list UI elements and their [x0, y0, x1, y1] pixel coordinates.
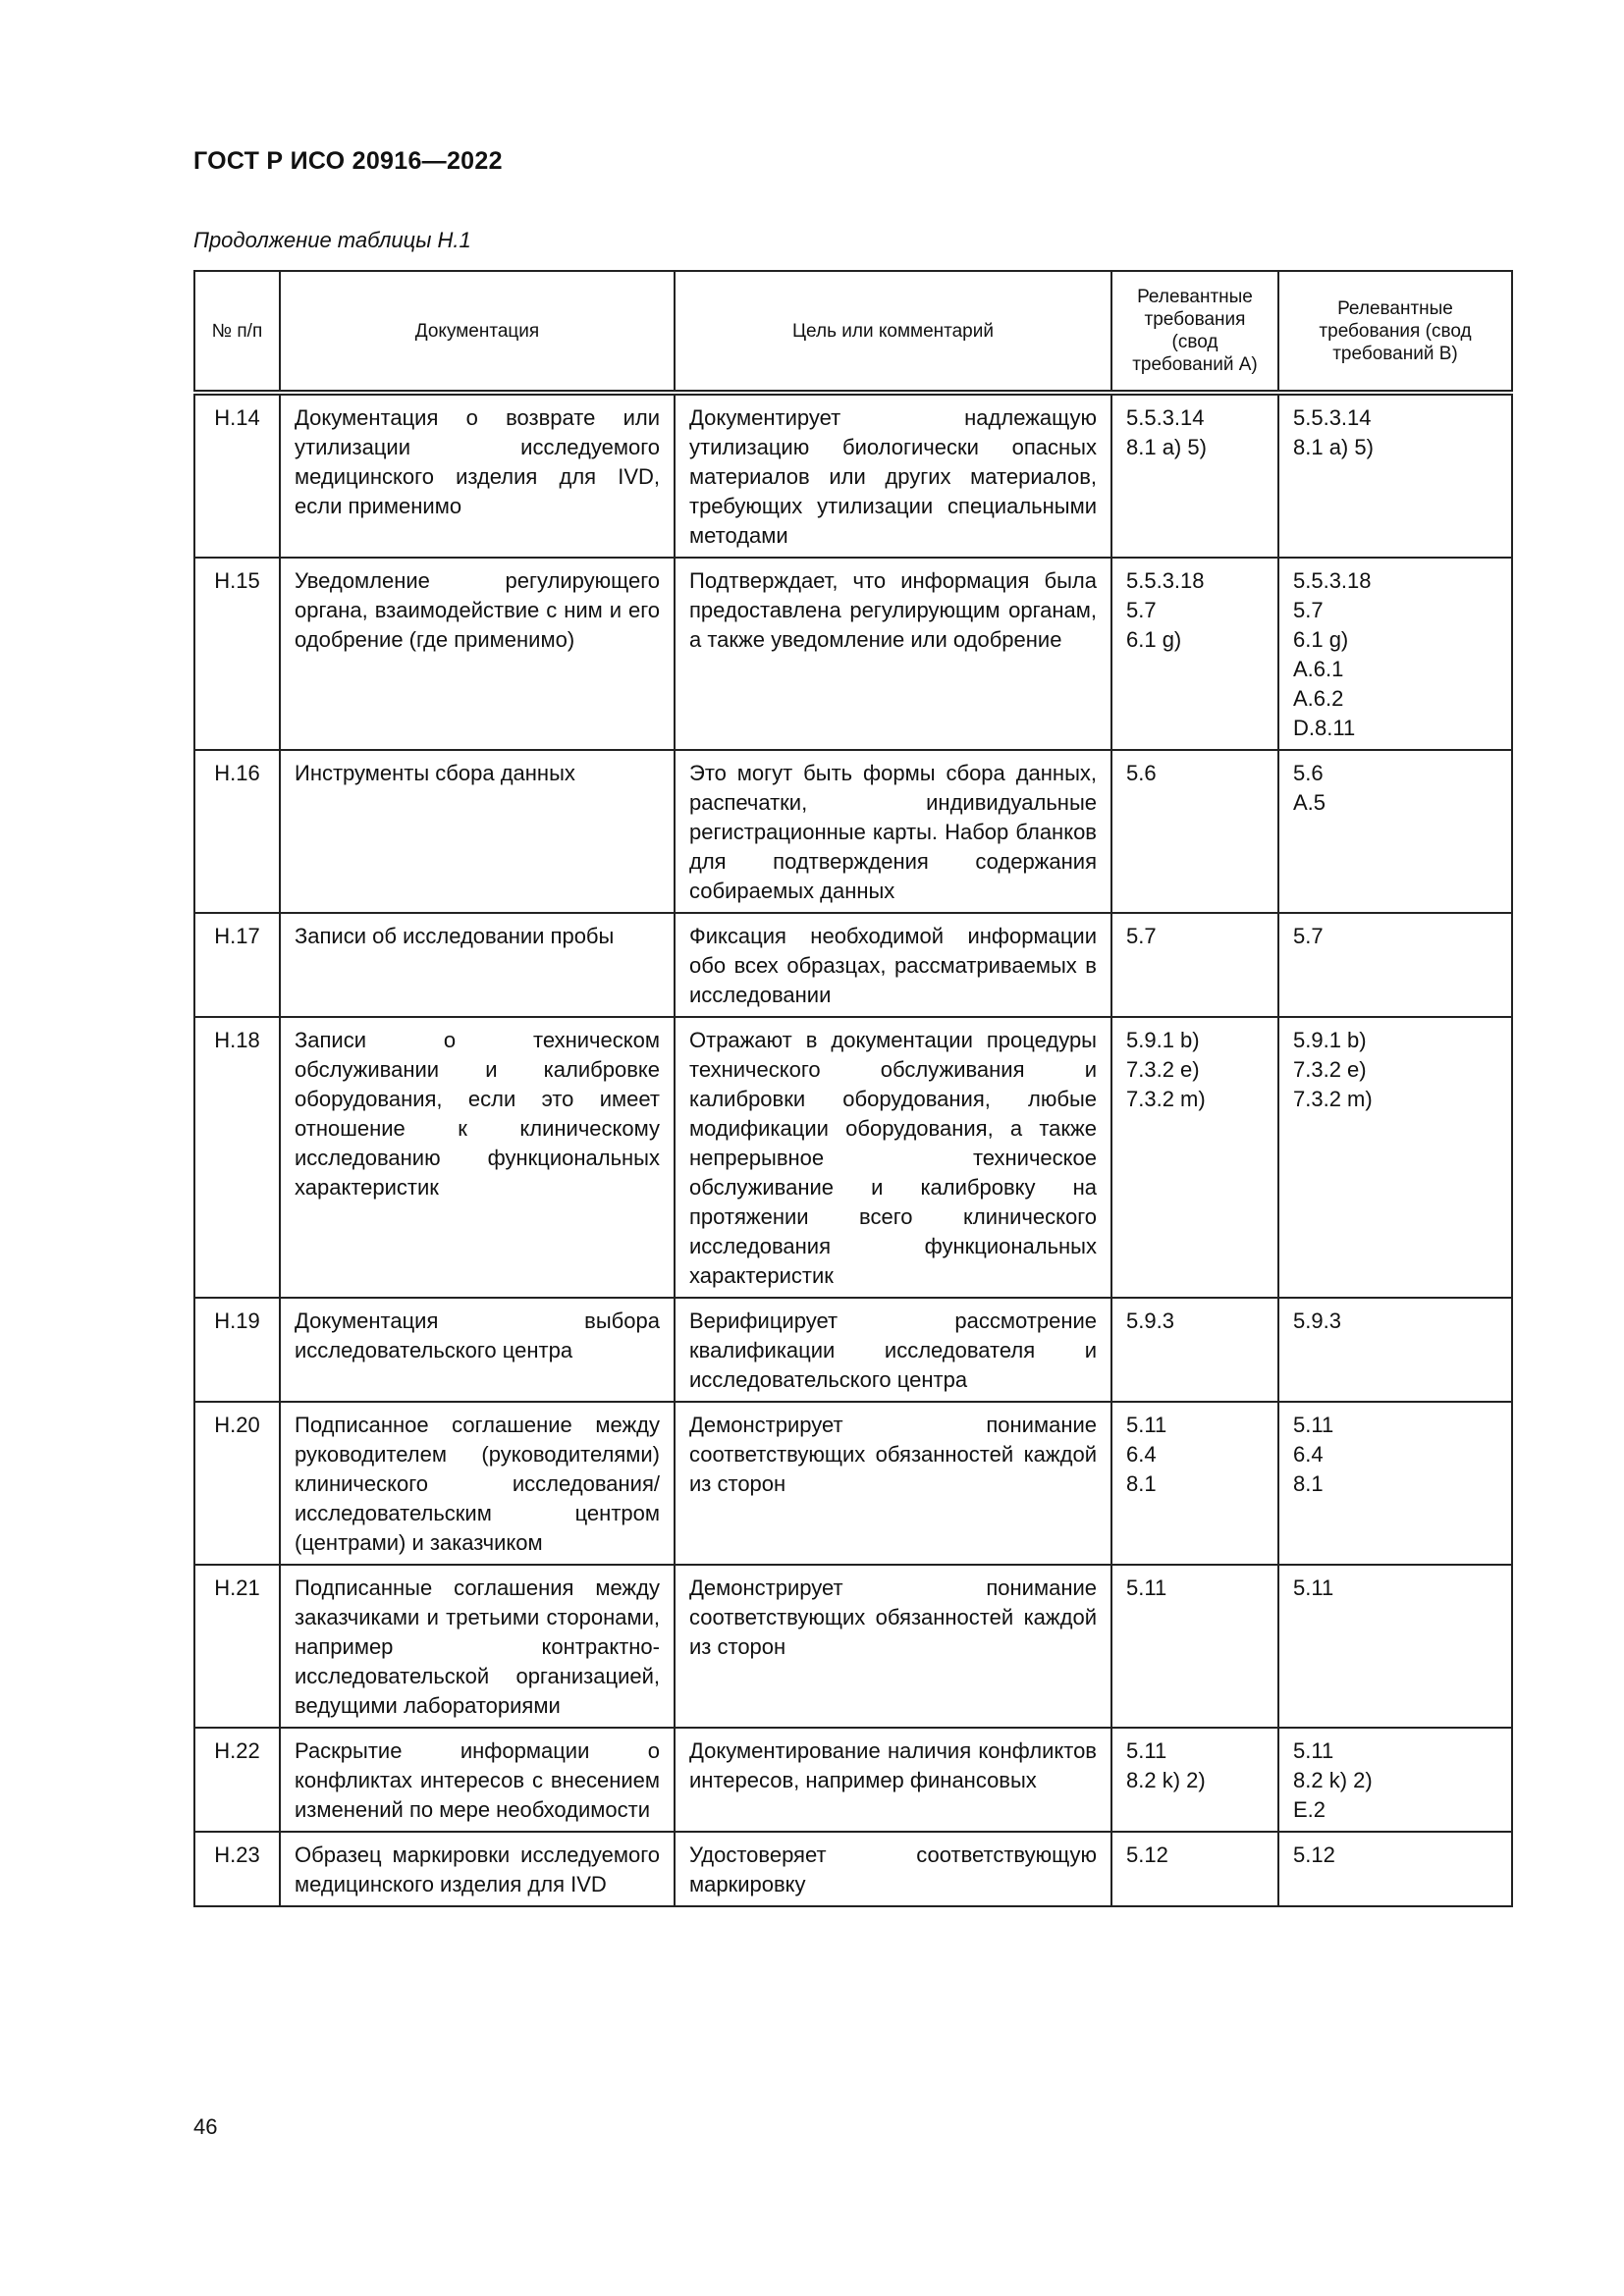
requirement-ref: 5.12	[1126, 1842, 1168, 1867]
requirement-ref: 6.1 g)	[1126, 627, 1182, 652]
requirement-ref: 5.11	[1126, 1738, 1167, 1763]
requirement-ref: 5.5.3.14	[1126, 405, 1205, 430]
requirement-ref: 5.6	[1126, 761, 1157, 785]
row-requirements-b	[1278, 913, 1512, 1017]
row-requirements-b	[1278, 750, 1512, 913]
row-purpose: Фиксация необходимой информации обо всех образцах, рассматриваемых в исследовании	[675, 913, 1111, 1017]
table-row	[194, 558, 1512, 750]
requirement-ref: 7.3.2 m)	[1293, 1087, 1373, 1111]
requirement-ref: 8.1	[1126, 1471, 1157, 1496]
row-documentation: Раскрытие информации о конфликтах интересов с внесением изменений по мере необходимости	[280, 1728, 675, 1832]
requirement-ref: 5.7	[1126, 598, 1157, 622]
row-requirements-b	[1278, 558, 1512, 750]
row-requirements-a	[1111, 1565, 1278, 1728]
row-purpose: Удостоверяет соответствующую маркировку	[675, 1832, 1111, 1906]
requirement-ref: 5.11	[1293, 1413, 1334, 1437]
requirement-ref: 5.12	[1293, 1842, 1335, 1867]
requirement-ref: 8.1 a) 5)	[1293, 435, 1374, 459]
requirement-ref: 5.6	[1293, 761, 1324, 785]
requirement-ref: A.6.1	[1293, 657, 1344, 681]
requirement-ref: 7.3.2 e)	[1126, 1057, 1200, 1082]
requirement-ref: 5.9.3	[1293, 1308, 1341, 1333]
row-purpose: Демонстрирует понимание соответствующих обязанностей каждой из сторон	[675, 1565, 1111, 1728]
row-number: Н.14	[194, 393, 280, 558]
table-row	[194, 1565, 1512, 1728]
row-number: Н.16	[194, 750, 280, 913]
requirement-ref: 7.3.2 m)	[1126, 1087, 1206, 1111]
row-purpose: Отражают в документации процедуры технического обслуживания и калибровки оборудования, любые модификации оборудования, а также непрерывное техническое обслуживание и калибровку на протяжении всего клинического исследования функциональных характеристик	[675, 1017, 1111, 1298]
table-caption: Продолжение таблицы Н.1	[193, 228, 471, 252]
row-number: Н.15	[194, 558, 280, 750]
row-documentation: Записи об исследовании пробы	[280, 913, 675, 1017]
requirement-ref: 6.4	[1126, 1442, 1157, 1467]
row-purpose: Демонстрирует понимание соответствующих обязанностей каждой из сторон	[675, 1402, 1111, 1565]
row-number: Н.20	[194, 1402, 280, 1565]
requirement-ref: 5.5.3.18	[1293, 568, 1372, 593]
row-purpose: Это могут быть формы сбора данных, распечатки, индивидуальные регистрационные карты. Набор бланков для подтверждения содержания собираемых данных	[675, 750, 1111, 913]
row-requirements-a	[1111, 1402, 1278, 1565]
row-purpose: Документирование наличия конфликтов интересов, например финансовых	[675, 1728, 1111, 1832]
page-number: 46	[193, 2114, 218, 2139]
requirement-ref: 7.3.2 e)	[1293, 1057, 1367, 1082]
row-documentation: Подписанные соглашения между заказчиками и третьими сторонами, например контрактно-исследовательской организацией, ведущими лабораториями	[280, 1565, 675, 1728]
requirement-ref: 8.2 k) 2)	[1293, 1768, 1373, 1792]
row-requirements-b	[1278, 1728, 1512, 1832]
row-purpose: Документирует надлежащую утилизацию биологически опасных материалов или других материалов, требующих утилизации специальными методами	[675, 393, 1111, 558]
table-row	[194, 750, 1512, 913]
table-body	[194, 393, 1512, 1906]
requirement-ref: 5.9.1 b)	[1293, 1028, 1367, 1052]
row-documentation: Инструменты сбора данных	[280, 750, 675, 913]
row-requirements-b	[1278, 1017, 1512, 1298]
row-requirements-a	[1111, 1017, 1278, 1298]
requirement-ref: 5.11	[1293, 1575, 1334, 1600]
requirement-ref: 5.11	[1126, 1413, 1167, 1437]
row-documentation: Подписанное соглашение между руководителем (руководителями) клинического исследования/исследовательским центром (центрами) и заказчиком	[280, 1402, 675, 1565]
row-requirements-b	[1278, 1565, 1512, 1728]
row-requirements-a	[1111, 913, 1278, 1017]
row-purpose: Верифицирует рассмотрение квалификации исследователя и исследовательского центра	[675, 1298, 1111, 1402]
table-row	[194, 393, 1512, 558]
requirement-ref: 5.9.3	[1126, 1308, 1174, 1333]
requirement-ref: A.5	[1293, 790, 1326, 815]
row-requirements-a	[1111, 1728, 1278, 1832]
requirement-ref: 5.7	[1293, 598, 1324, 622]
requirement-ref: A.6.2	[1293, 686, 1344, 711]
row-requirements-b	[1278, 1832, 1512, 1906]
document-title: ГОСТ Р ИСО 20916—2022	[193, 147, 503, 175]
table-row	[194, 913, 1512, 1017]
table-row	[194, 1728, 1512, 1832]
row-purpose: Подтверждает, что информация была предоставлена регулирующим органам, а также уведомление или одобрение	[675, 558, 1111, 750]
row-requirements-a	[1111, 558, 1278, 750]
row-documentation: Образец маркировки исследуемого медицинского изделия для IVD	[280, 1832, 675, 1906]
row-documentation: Документация выбора исследовательского центра	[280, 1298, 675, 1402]
row-requirements-b	[1278, 1298, 1512, 1402]
table-header-row	[194, 271, 1512, 393]
row-number: Н.19	[194, 1298, 280, 1402]
column-header-purpose: Цель или комментарий	[675, 271, 1111, 393]
requirement-ref: 8.1 a) 5)	[1126, 435, 1207, 459]
table-row	[194, 1298, 1512, 1402]
requirement-ref: 8.1	[1293, 1471, 1324, 1496]
requirement-ref: 5.9.1 b)	[1126, 1028, 1200, 1052]
row-requirements-b	[1278, 1402, 1512, 1565]
row-requirements-b	[1278, 393, 1512, 558]
table-row	[194, 1402, 1512, 1565]
column-header-requirements-b: Релевантные требования (свод требований В)	[1278, 271, 1512, 393]
row-number: Н.18	[194, 1017, 280, 1298]
requirements-table	[193, 270, 1513, 1907]
requirement-ref: E.2	[1293, 1797, 1326, 1822]
requirement-ref: 5.11	[1126, 1575, 1167, 1600]
row-documentation: Документация о возврате или утилизации исследуемого медицинского изделия для IVD, если применимо	[280, 393, 675, 558]
requirement-ref: D.8.11	[1293, 716, 1356, 740]
table-row	[194, 1832, 1512, 1906]
requirement-ref: 5.11	[1293, 1738, 1334, 1763]
column-header-requirements-a: Релевантные требования (свод требований А)	[1111, 271, 1278, 393]
row-requirements-a	[1111, 393, 1278, 558]
row-requirements-a	[1111, 1832, 1278, 1906]
row-documentation: Уведомление регулирующего органа, взаимодействие с ним и его одобрение (где применимо)	[280, 558, 675, 750]
row-requirements-a	[1111, 750, 1278, 913]
table-row	[194, 1017, 1512, 1298]
requirement-ref: 5.7	[1293, 924, 1324, 948]
row-requirements-a	[1111, 1298, 1278, 1402]
row-number: Н.21	[194, 1565, 280, 1728]
row-documentation: Записи о техническом обслуживании и калибровке оборудования, если это имеет отношение к клиническому исследованию функциональных характеристик	[280, 1017, 675, 1298]
requirement-ref: 5.5.3.14	[1293, 405, 1372, 430]
requirement-ref: 8.2 k) 2)	[1126, 1768, 1206, 1792]
requirement-ref: 6.1 g)	[1293, 627, 1349, 652]
column-header-documentation: Документация	[280, 271, 675, 393]
row-number: Н.22	[194, 1728, 280, 1832]
row-number: Н.23	[194, 1832, 280, 1906]
requirement-ref: 5.7	[1126, 924, 1157, 948]
requirement-ref: 5.5.3.18	[1126, 568, 1205, 593]
column-header-number: № п/п	[194, 271, 280, 393]
requirement-ref: 6.4	[1293, 1442, 1324, 1467]
row-number: Н.17	[194, 913, 280, 1017]
